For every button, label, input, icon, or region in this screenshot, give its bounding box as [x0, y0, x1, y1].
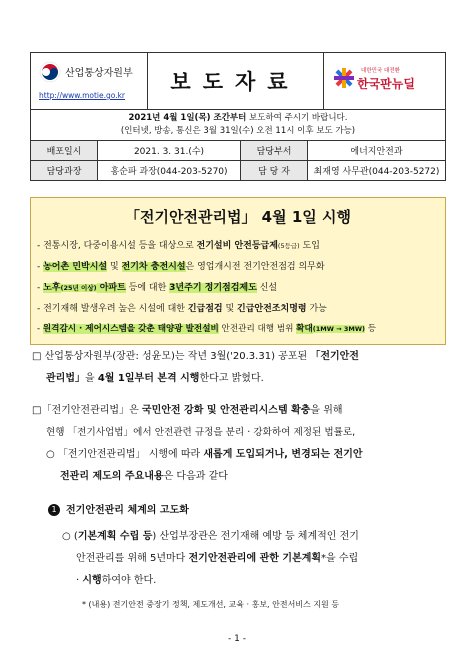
paragraph-1-line-2 — [46, 368, 264, 390]
dept-value: 에너지안전과 — [308, 141, 446, 161]
b4-text: - 전기재해 발생우려 높은 시설에 대한 — [37, 304, 188, 314]
p1-tail: 한다고 밝혔다. — [199, 373, 264, 384]
b5-highlight-2: 확대 — [296, 324, 313, 334]
paragraph-2-line-1 — [32, 400, 343, 422]
summary-bullet-4 — [37, 301, 327, 314]
b3-highlight-3: 3년주기 정기점검제도 — [169, 283, 257, 293]
p1-particle: 을 — [84, 373, 98, 384]
page-number: - 1 - — [228, 634, 246, 644]
p3-bold-2: 전관리 제도의 주요내용 — [60, 471, 164, 482]
p2-tail: 을 위해 — [310, 405, 343, 416]
p4-text-2: 안전관리를 위해 5년마다 — [76, 553, 189, 564]
b2-highlight-1: 농어촌 민박시설 — [43, 262, 108, 272]
b5-highlight-1: 원격감시 · 제어시스템을 갖춘 태양광 발전설비 — [42, 324, 219, 334]
p1-text: □ 산업통상자원부(장관: 성윤모)는 작년 3월('20.3.31) 공포된 — [32, 351, 311, 362]
b2-and: 및 — [107, 262, 122, 272]
summary-box — [30, 197, 446, 345]
p4-text: ) 산업부장관은 전기재해 예방 등 체계적인 전기 — [152, 531, 359, 542]
p3-bold: 새롭게 도입되거나, 변경되는 전기안 — [203, 449, 363, 460]
b3-dash: - — [37, 283, 44, 293]
new-deal-name: 한국판뉴딜 — [357, 77, 415, 91]
staff-label: 담 당 자 — [241, 161, 308, 181]
summary-bullet-3 — [37, 280, 277, 293]
p1-law-name-2: 관리법」 — [46, 373, 85, 384]
summary-bullet-2 — [37, 259, 325, 272]
b4-bold-2: 긴급안전조치명령 — [237, 304, 307, 314]
b5-small: (1MW → 3MW) — [312, 325, 366, 333]
doc-type-title: 보도자료 — [147, 53, 324, 109]
paragraph-2-line-2: 현행 「전기사업법」에서 안전관련 규정을 분리 · 강화하여 제정된 법률로, — [46, 427, 356, 438]
p2-bold: 국민안전 강화 및 안전관리시스템 확충 — [141, 405, 311, 416]
paragraph-1-line-1 — [32, 346, 359, 368]
embargo-rest: 보도하여 주시기 바랍니다. — [246, 113, 348, 123]
korea-new-deal-logo — [323, 53, 445, 109]
p1-effective-date: 4월 1일부터 본격 시행 — [97, 373, 200, 384]
section-title: 전기안전관리 체계의 고도화 — [66, 505, 189, 516]
summary-bullet-5 — [37, 322, 376, 334]
b4-tail: 가능 — [306, 304, 327, 314]
p4-bold: 기본계획 수립 등 — [77, 531, 153, 542]
b3-highlight-2: 아파트 — [96, 283, 126, 293]
release-date-value: 2021. 3. 31.(수) — [98, 141, 241, 161]
ministry-url[interactable]: http://www.motie.go.kr — [39, 91, 126, 100]
paragraph-4-line-1 — [62, 526, 359, 548]
section-number-icon: 1 — [48, 504, 60, 516]
b5-mid: 안전관리 대행 범위 — [218, 324, 297, 334]
p4-dot: · — [76, 575, 83, 586]
b1-text: - 전통시장, 다중이용시설 등을 대상으로 — [37, 241, 197, 251]
press-header — [30, 52, 446, 110]
paragraph-4-line-3 — [76, 570, 156, 592]
summary-title: 「전기안전관리법」 4월 1일 시행 — [125, 208, 351, 226]
new-deal-tagline: 대한민국 대전환 — [361, 68, 400, 74]
staff-value: 최재영 사무관(044-203-5272) — [308, 161, 446, 181]
paragraph-4-line-2 — [76, 548, 358, 570]
manager-label: 담당과장 — [31, 161, 98, 181]
p4-open: ○ ( — [62, 531, 78, 542]
b3-tail: 신설 — [256, 283, 278, 293]
ministry-name: 산업통상자원부 — [65, 68, 133, 79]
new-deal-logo-icon — [333, 67, 355, 89]
b2-highlight-2: 전기차 충전시설 — [121, 262, 186, 272]
b1-bold: 전기설비 안전등급제 — [196, 241, 278, 251]
section-1-heading — [48, 500, 189, 522]
b4-bold-1: 긴급점검 — [187, 304, 223, 314]
b3-highlight-1: 노후 — [43, 283, 61, 293]
embargo-line-1 — [31, 112, 445, 125]
p4-bold-2: 전기안전관리에 관한 기본계획 — [188, 553, 322, 564]
dept-label: 담당부서 — [241, 141, 308, 161]
b3-small: (25년 이상) — [60, 284, 97, 292]
b3-mid: 등에 대한 — [125, 283, 170, 293]
p4-tail-2: *을 수립 — [321, 553, 359, 564]
summary-bullet-1 — [37, 238, 320, 251]
p4-tail-3: 하여야 한다. — [101, 575, 157, 586]
embargo-date: 2021년 4월 1일(목) 조간부터 — [128, 113, 247, 123]
release-date-label: 배포일시 — [31, 141, 98, 161]
b5-tail: 등 — [365, 324, 377, 334]
paragraph-3-line-1 — [46, 444, 363, 466]
p3-tail: 은 다음과 같다 — [163, 471, 228, 482]
b5-dash: - — [37, 324, 43, 334]
ministry-cell — [31, 53, 148, 109]
b1-tail: 도입 — [299, 241, 320, 251]
government-emblem-icon — [39, 61, 61, 83]
p4-bold-3: 시행 — [82, 575, 102, 586]
paragraph-3-line-2 — [60, 466, 228, 488]
b1-small: (5등급) — [277, 242, 300, 250]
b4-and: 및 — [222, 304, 238, 314]
p3-text: ○ 「전기안전관리법」 시행에 따라 — [46, 449, 204, 460]
b2-dash: - — [37, 262, 44, 272]
b2-tail: 은 영업개시전 전기안전점검 의무화 — [185, 262, 325, 272]
release-info-table — [30, 140, 446, 181]
embargo-line-2: (인터넷, 방송, 통신은 3월 31일(수) 오전 11시 이후 보도 가능) — [120, 126, 356, 136]
p1-law-name: 「전기안전 — [310, 351, 359, 362]
p2-text: □「전기안전관리법」은 — [32, 405, 142, 416]
footnote: * (내용) 전기안전 중장기 정책, 제도개선, 교육 · 홍보, 안전서비스 지원 등 — [82, 600, 340, 609]
embargo-notice — [30, 110, 446, 140]
manager-value: 홍순파 과장(044-203-5270) — [98, 161, 241, 181]
